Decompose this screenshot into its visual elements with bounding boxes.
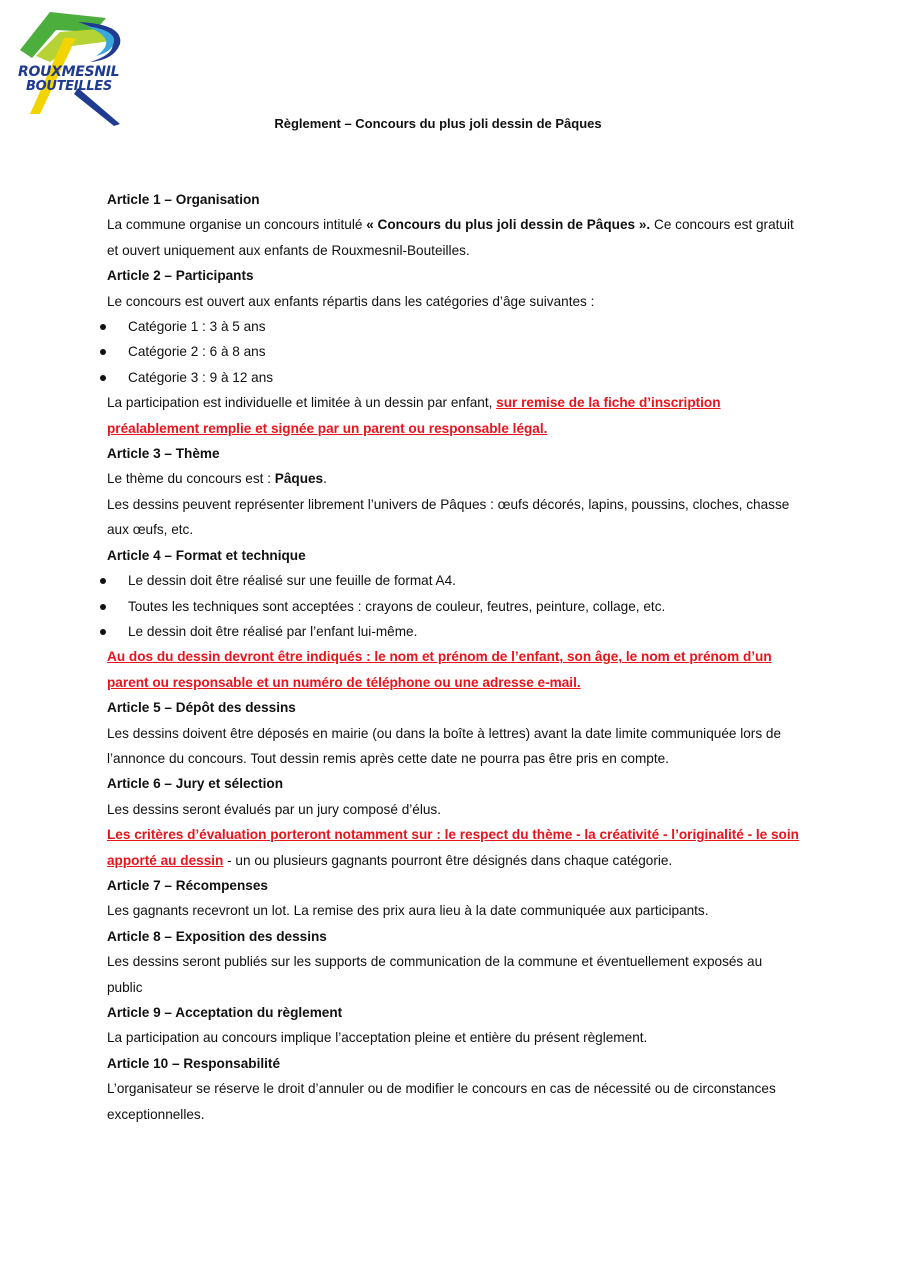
list-item xyxy=(107,568,799,593)
article-6-criteria xyxy=(107,822,799,873)
article-8-heading: Article 8 – Exposition des dessins xyxy=(107,928,327,944)
municipal-logo xyxy=(16,10,128,126)
list-item xyxy=(107,365,799,390)
article-7-heading: Article 7 – Récompenses xyxy=(107,877,268,893)
article-6-criteria-end: - un ou plusieurs gagnants pourront être désignés dans chaque catégorie. xyxy=(223,852,673,868)
article-1-text-end: Ce concours est gratuit et ouvert uniquement aux enfants de Rouxmesnil-Bouteilles. xyxy=(107,217,794,258)
drawing-back-info-requirement: Au dos du dessin devront être indiqués : le nom et prénom de l’enfant, son âge, le nom et prénom d’un parent ou responsable et un numéro de téléphone ou une adresse e-mail. xyxy=(107,649,772,690)
evaluation-criteria: Les critères d’évaluation porteront notamment sur : le respect du thème - la créativité - l’originalité - le soin apporté au dessin xyxy=(107,827,799,868)
article-8-text: Les dessins seront publiés sur les supports de communication de la commune et éventuellement exposés au public xyxy=(107,954,763,995)
article-3-theme xyxy=(107,466,799,491)
bullet-icon xyxy=(100,578,106,584)
list-item-text: Catégorie 1 : 3 à 5 ans xyxy=(128,319,266,335)
article-10-text: L’organisateur se réserve le droit d’annuler ou de modifier le concours en cas de nécessité ou de circonstances exceptionnelles. xyxy=(107,1081,776,1122)
registration-requirement: sur remise de la fiche d’inscription préalablement remplie et signée par un parent ou responsable légal. xyxy=(107,395,721,436)
article-1-text-start: La commune organise un concours intitulé xyxy=(107,217,367,233)
document-title: Règlement – Concours du plus joli dessin de Pâques xyxy=(274,116,602,131)
format-list xyxy=(107,568,799,644)
list-item-text: Catégorie 3 : 9 à 12 ans xyxy=(128,369,274,385)
list-item-text: Le dessin doit être réalisé sur une feuille de format A4. xyxy=(128,573,456,589)
article-1-text xyxy=(107,212,799,263)
list-item-text: Toutes les techniques sont acceptées : crayons de couleur, feutres, peinture, collage, etc. xyxy=(128,598,666,614)
article-9-heading: Article 9 – Acceptation du règlement xyxy=(107,1005,343,1020)
article-3-heading: Article 3 – Thème xyxy=(107,446,220,462)
article-2-note xyxy=(107,390,799,441)
article-6-heading: Article 6 – Jury et sélection xyxy=(107,776,284,792)
article-2-heading: Article 2 – Participants xyxy=(107,268,254,284)
contest-name: « Concours du plus joli dessin de Pâques ». xyxy=(366,217,651,233)
list-item-text: Le dessin doit être réalisé par l’enfant lui-même. xyxy=(128,623,418,639)
article-10-heading: Article 10 – Responsabilité xyxy=(107,1055,281,1071)
rules-body xyxy=(107,187,799,1127)
logo-text-line1: ROUXMESNIL xyxy=(18,64,120,80)
bullet-icon xyxy=(100,375,106,381)
article-9-text: La participation au concours implique l’acceptation pleine et entière du présent règlement. xyxy=(107,1030,648,1046)
list-item-text: Catégorie 2 : 6 à 8 ans xyxy=(128,344,266,360)
list-item xyxy=(107,594,799,619)
article-5-heading: Article 5 – Dépôt des dessins xyxy=(107,700,296,716)
theme-punctuation: . xyxy=(323,471,327,487)
article-3-text: Les dessins peuvent représenter librement l’univers de Pâques : œufs décorés, lapins, poussins, cloches, chasse aux œufs, etc. xyxy=(107,496,790,538)
age-category-list xyxy=(107,314,799,390)
bullet-icon xyxy=(100,629,106,635)
list-item xyxy=(107,619,799,644)
list-item xyxy=(107,339,799,364)
article-6-text: Les dessins seront évalués par un jury composé d’élus. xyxy=(107,801,441,817)
article-7-text: Les gagnants recevront un lot. La remise des prix aura lieu à la date communiquée aux participants. xyxy=(107,903,709,919)
article-1-heading: Article 1 – Organisation xyxy=(107,192,260,207)
article-5-text: Les dessins doivent être déposés en mairie (ou dans la boîte à lettres) avant la date limite communiquée lors de l’annonce du concours. Tout dessin remis après cette date ne pourra pas être pris en compte. xyxy=(107,725,782,766)
theme-label: Le thème du concours est : xyxy=(107,471,275,487)
bullet-icon xyxy=(100,349,106,355)
bullet-icon xyxy=(100,324,106,330)
logo-text-line2: BOUTEILLES xyxy=(26,79,112,94)
article-4-heading: Article 4 – Format et technique xyxy=(107,547,306,563)
article-2-note-text: La participation est individuelle et limitée à un dessin par enfant, xyxy=(107,395,497,411)
bullet-icon xyxy=(100,604,106,610)
theme-value: Pâques xyxy=(274,471,324,487)
article-2-intro: Le concours est ouvert aux enfants répartis dans les catégories d’âge suivantes : xyxy=(107,293,595,309)
list-item xyxy=(107,314,799,339)
